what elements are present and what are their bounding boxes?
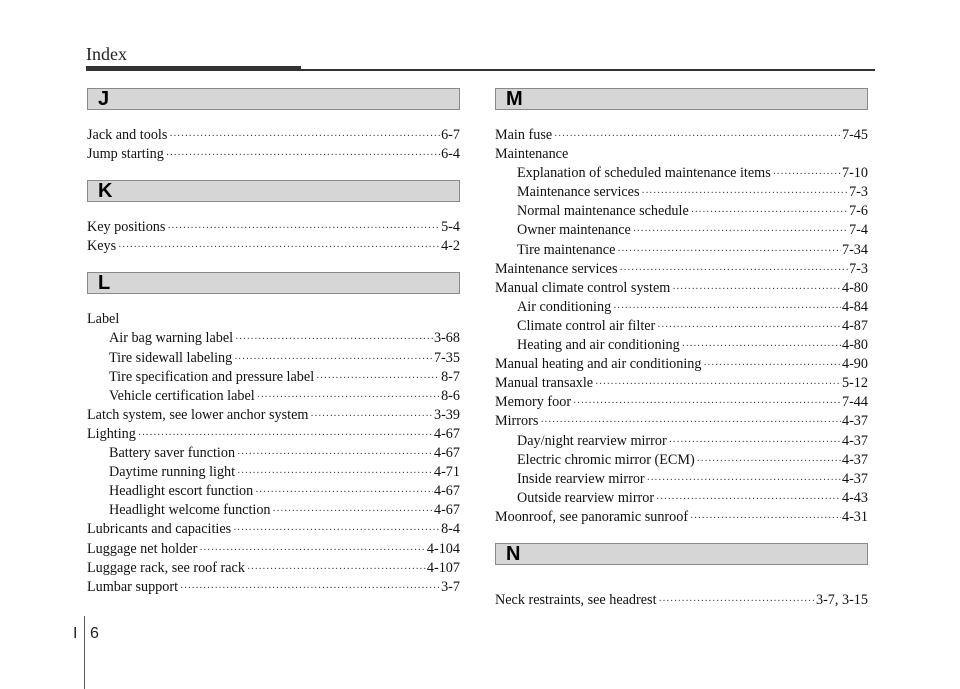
entry-page-ref: 3-68 [433,330,460,347]
entry-label: Manual transaxle [495,375,594,392]
section-entries [495,126,868,527]
dot-leader [247,560,426,579]
dot-leader [138,426,433,445]
index-entry[interactable] [87,237,460,256]
section-entries [495,591,868,610]
dot-leader [647,471,841,490]
dot-leader [573,394,841,413]
dot-leader [657,318,841,337]
footer-divider [84,616,85,689]
section-header-l [87,272,460,294]
index-entry[interactable] [87,329,460,348]
index-entry[interactable] [87,349,460,368]
entry-label: Lumbar support [87,578,179,595]
index-entry[interactable] [87,387,460,406]
index-entry[interactable] [495,489,868,508]
entry-page-ref: 7-44 [841,394,868,411]
index-entry[interactable] [495,393,868,412]
index-entry[interactable] [87,444,460,463]
dot-leader [682,337,841,356]
entry-label: Keys [87,238,117,255]
index-entry[interactable] [87,406,460,425]
entry-page-ref: 7-35 [433,349,460,366]
section-letter: M [506,88,523,110]
entry-label: Headlight welcome function [109,502,271,519]
dot-leader [773,165,841,184]
dot-leader [659,592,815,611]
entry-label: Day/night rearview mirror [517,432,667,449]
section-letter: J [98,88,110,110]
entry-page-ref: 4-2 [441,238,460,255]
dot-leader [237,464,433,483]
index-entry[interactable] [495,336,868,355]
dot-leader [310,407,433,426]
entry-label: Battery saver function [109,445,236,462]
dot-leader [595,375,841,394]
entry-page-ref: 3-39 [433,406,460,423]
entry-page-ref: 7-34 [841,241,868,258]
footer-page-number: 6 [90,625,99,642]
entry-label: Normal maintenance schedule [517,203,689,220]
index-entry[interactable] [495,591,868,610]
dot-leader [166,146,440,165]
entry-page-ref: 5-4 [441,219,460,236]
index-entry[interactable] [87,218,460,237]
section-entries [87,310,460,596]
index-entry[interactable] [495,432,868,451]
entry-label: Manual climate control system [495,279,671,296]
entry-label: Manual heating and air conditioning [495,356,702,373]
entry-page-ref: 4-67 [433,445,460,462]
index-entry[interactable] [495,317,868,336]
entry-label: Moonroof, see panoramic sunroof [495,508,689,525]
index-entry[interactable] [495,126,868,145]
index-entry[interactable] [495,183,868,202]
entry-page-ref: 4-107 [426,559,460,576]
index-entry[interactable] [495,412,868,431]
dot-leader [554,127,841,146]
entry-label: Electric chromic mirror (ECM) [517,451,695,468]
entry-label: Maintenance services [495,260,618,277]
index-entry[interactable] [87,578,460,597]
index-entry[interactable] [495,145,868,164]
entry-page-ref: 4-67 [433,425,460,442]
index-entry[interactable] [87,310,460,329]
entry-label: Outside rearview mirror [517,489,655,506]
section-header-n [495,543,868,565]
dot-leader [620,261,849,280]
dot-leader [233,521,440,540]
section-header-m [495,88,868,110]
entry-label: Latch system, see lower anchor system [87,406,309,423]
dot-leader [617,242,841,261]
section-letter: N [506,542,521,565]
dot-leader [273,502,433,521]
dot-leader [169,127,440,146]
entry-page-ref: 4-87 [841,317,868,334]
section-header-k [87,180,460,202]
entry-page-ref: 6-7 [441,127,460,143]
dot-leader [180,579,440,598]
index-entry[interactable] [87,145,460,164]
entry-page-ref: 6-4 [441,146,460,163]
entry-label: Vehicle certification label [109,387,255,404]
entry-label: Tire sidewall labeling [109,349,233,366]
entry-label: Main fuse [495,127,553,143]
dot-leader [690,509,841,528]
index-entry[interactable] [495,221,868,240]
dot-leader [255,483,433,502]
entry-label: Label [87,311,120,328]
entry-label: Luggage rack, see roof rack [87,559,245,576]
entry-label: Heating and air conditioning [517,337,680,354]
entry-label: Explanation of scheduled maintenance items [517,165,771,182]
entry-label: Owner maintenance [517,222,631,239]
entry-page-ref: 4-80 [841,337,868,354]
index-entry[interactable] [87,540,460,559]
dot-leader [118,238,440,257]
entry-label: Neck restraints, see headrest [495,591,657,608]
entry-label: Inside rearview mirror [517,470,645,487]
dot-leader [642,184,849,203]
index-entry[interactable] [495,451,868,470]
header-rule-thin [301,69,875,71]
entry-page-ref: 7-45 [841,127,868,143]
entry-page-ref: 8-7 [441,368,460,385]
header-rule-thick [86,66,301,71]
entry-page-ref: 7-6 [849,203,868,220]
entry-page-ref: 4-71 [433,464,460,481]
index-entry[interactable] [495,202,868,221]
index-entry[interactable] [87,482,460,501]
entry-page-ref: 3-7, 3-15 [815,591,868,608]
entry-page-ref: 8-6 [441,387,460,404]
index-entry[interactable] [495,164,868,183]
entry-label: Luggage net holder [87,540,198,557]
index-entry[interactable] [87,520,460,539]
dot-leader [257,388,440,407]
footer-section-letter: I [73,625,78,642]
entry-label: Maintenance [495,146,569,163]
index-entry[interactable] [87,559,460,578]
dot-leader [199,541,426,560]
entry-label: Headlight escort function [109,483,254,500]
entry-page-ref: 4-84 [841,298,868,315]
dot-leader [669,433,841,452]
entry-page-ref: 4-37 [841,451,868,468]
entry-label: Jump starting [87,146,164,163]
entry-page-ref: 4-37 [841,470,868,487]
dot-leader [540,413,841,432]
section-entries [87,218,460,256]
entry-label: Air bag warning label [109,330,234,347]
section-header-j [87,88,460,110]
section-letter: K [98,180,113,203]
index-entry[interactable] [87,126,460,145]
entry-page-ref: 4-90 [841,356,868,373]
entry-label: Tire maintenance [517,241,616,258]
section-entries [87,126,460,164]
dot-leader [167,219,440,238]
dot-leader [633,222,848,241]
entry-label: Tire specification and pressure label [109,368,315,385]
dot-leader [316,369,440,388]
dot-leader [234,350,433,369]
index-entry[interactable] [87,368,460,387]
dot-leader [237,445,433,464]
entry-label: Maintenance services [517,184,640,201]
entry-page-ref: 4-43 [841,489,868,506]
index-entry[interactable] [495,298,868,317]
index-entry[interactable] [495,355,868,374]
page-title: Index [86,44,127,64]
index-entry[interactable] [495,260,868,279]
entry-page-ref: 8-4 [441,521,460,538]
entry-page-ref: 4-31 [841,508,868,525]
index-column-right [495,88,868,626]
entry-label: Mirrors [495,413,539,430]
entry-label: Memory foor [495,394,572,411]
entry-label: Lubricants and capacities [87,521,232,538]
dot-leader [697,452,841,471]
index-entry[interactable] [87,501,460,520]
index-entry[interactable] [87,463,460,482]
entry-page-ref: 4-67 [433,502,460,519]
index-entry[interactable] [495,279,868,298]
entry-page-ref: 7-3 [849,184,868,201]
entry-page-ref: 4-67 [433,483,460,500]
entry-page-ref: 4-80 [841,279,868,296]
dot-leader [672,280,841,299]
entry-label: Air conditioning [517,298,612,315]
dot-leader [691,203,848,222]
entry-page-ref: 7-4 [849,222,868,239]
entry-label: Daytime running light [109,464,236,481]
index-entry[interactable] [495,470,868,489]
dot-leader [613,299,841,318]
index-entry[interactable] [495,508,868,527]
section-letter: L [98,272,111,295]
entry-page-ref: 3-7 [441,578,460,595]
entry-page-ref: 5-12 [841,375,868,392]
entry-page-ref: 7-10 [841,165,868,182]
index-entry[interactable] [495,374,868,393]
index-entry[interactable] [495,241,868,260]
entry-page-ref: 4-37 [841,413,868,430]
dot-leader [235,330,433,349]
dot-leader [703,356,841,375]
entry-label: Jack and tools [87,127,168,143]
dot-leader [656,490,841,509]
index-entry[interactable] [87,425,460,444]
index-column-left [87,88,460,613]
entry-label: Climate control air filter [517,317,656,334]
entry-page-ref: 4-37 [841,432,868,449]
entry-page-ref: 4-104 [426,540,460,557]
entry-page-ref: 7-3 [849,260,868,277]
entry-label: Key positions [87,219,166,236]
entry-label: Lighting [87,425,136,442]
